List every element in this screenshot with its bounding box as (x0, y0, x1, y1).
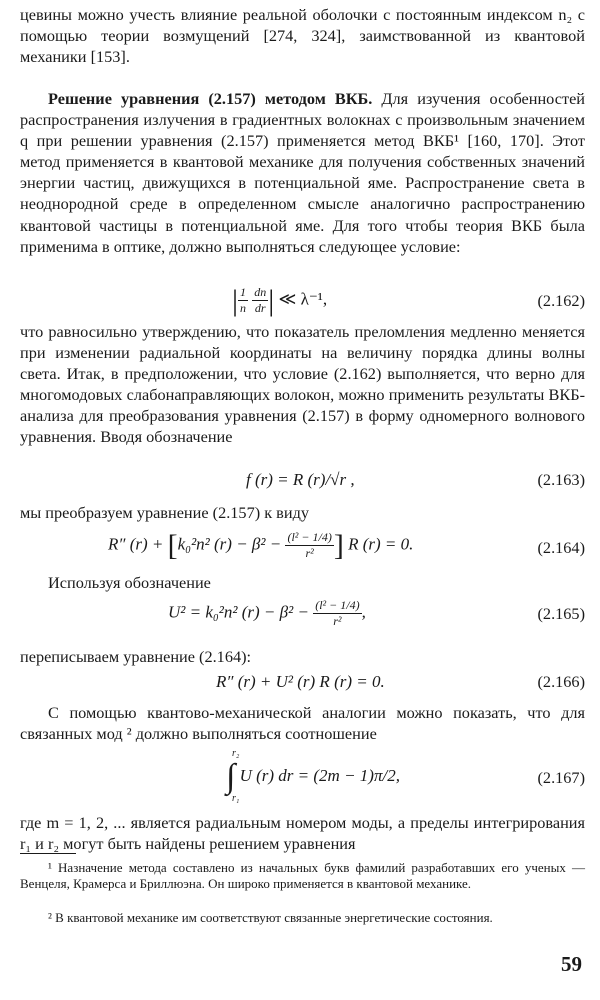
equation-number: (2.165) (537, 604, 585, 623)
equation-2-163: f (r) = R (r)/√r , (2.163) (246, 470, 585, 489)
section-heading: Решение уравнения (2.157) методом ВКБ. (48, 89, 373, 108)
equation-number: (2.162) (537, 291, 585, 310)
paragraph-5: Используя обозначение (48, 573, 211, 592)
paragraph-6: переписываем уравнение (2.164): (20, 647, 252, 666)
equation-number: (2.164) (537, 538, 585, 557)
paragraph-3: что равносильно утверждению, что показатель преломления медленно меняется при изменении радиальной координаты на величину порядка длины волны света. Итак, в предположении, что условие (2.162) выполняется, что верно для многомодовых слабонаправляющих волокон, можно применить результаты ВКБ-анализа для преобразования уравнения (2.157) в форму одномерного волнового уравнения. Вводя обозначение (20, 322, 585, 447)
paragraph-4: мы преобразуем уравнение (2.157) к виду (20, 503, 310, 522)
footnote-2: ² В квантовой механике им соответствуют связанные энергетические состояния. (48, 910, 493, 925)
equation-2-166: R″ (r) + U² (r) R (r) = 0. (2.166) (216, 672, 585, 691)
paragraph-7: С помощью квантово-механической аналогии можно показать, что для связанных мод ² должно выполняться соотношение (20, 703, 585, 744)
equation-2-165: U² = k₀²n² (r) − β² − $\frac{\text{(l² − 1/4)}}{\text{r²}}$ , (2.165) (168, 598, 585, 628)
paragraph-8: где m = 1, 2, ... является радиальным номером моды, а пределы интегрирования r₁ и r₂ могут быть найдены решением уравнения (20, 813, 585, 854)
footnote-rule (20, 853, 76, 854)
equation-number: (2.163) (537, 470, 585, 489)
equation-2-162: | $\frac{1}{n}$ $\frac{dn}{dr}$ | ≪ λ⁻¹, (2.162) (232, 283, 585, 317)
equation-2-167: ∫ r₂ r₁ U (r) dr = (2m − 1)π/2, (2.167) (226, 748, 585, 804)
equation-2-164: R″ (r) + [k₀²n² (r) − β² − $\frac{\text{(l² − 1/4)}}{\text{r²}}$ ] R (r) = 0. (2.164) (108, 528, 585, 562)
paragraph-2 (20, 88, 585, 257)
paragraph-2-text: Для изучения особенностей распространения излучения в градиентных волокнах с произвольным значением q при решении уравнения (2.157) применяется метод ВКБ¹ [160, 170]. Этот метод применяется в квантовой механике для получения собственных значений энергии частиц, движущихся в потенциальной яме. Распространение света в неоднородной среде в определенном смысле аналогично распространению квантовой частицы в потенциальной яме. Для того чтобы теория ВКБ была применима в оптике, должно выполняться следующее условие: (20, 89, 586, 256)
page-number: 59 (561, 952, 582, 976)
paragraph-1: цевины можно учесть влияние реальной оболочки с постоянным индексом n₂ с помощью теории возмущений [274, 324], заимствованной из квантовой механики [153]. (20, 5, 585, 67)
equation-number: (2.166) (537, 672, 585, 691)
equation-number: (2.167) (537, 768, 585, 787)
footnote-1: ¹ Назначение метода составлено из начальных букв фамилий разработавших его ученых — Венцеля, Крамерса и Бриллюэна. Он широко применяется в квантовой механике. (20, 860, 585, 891)
